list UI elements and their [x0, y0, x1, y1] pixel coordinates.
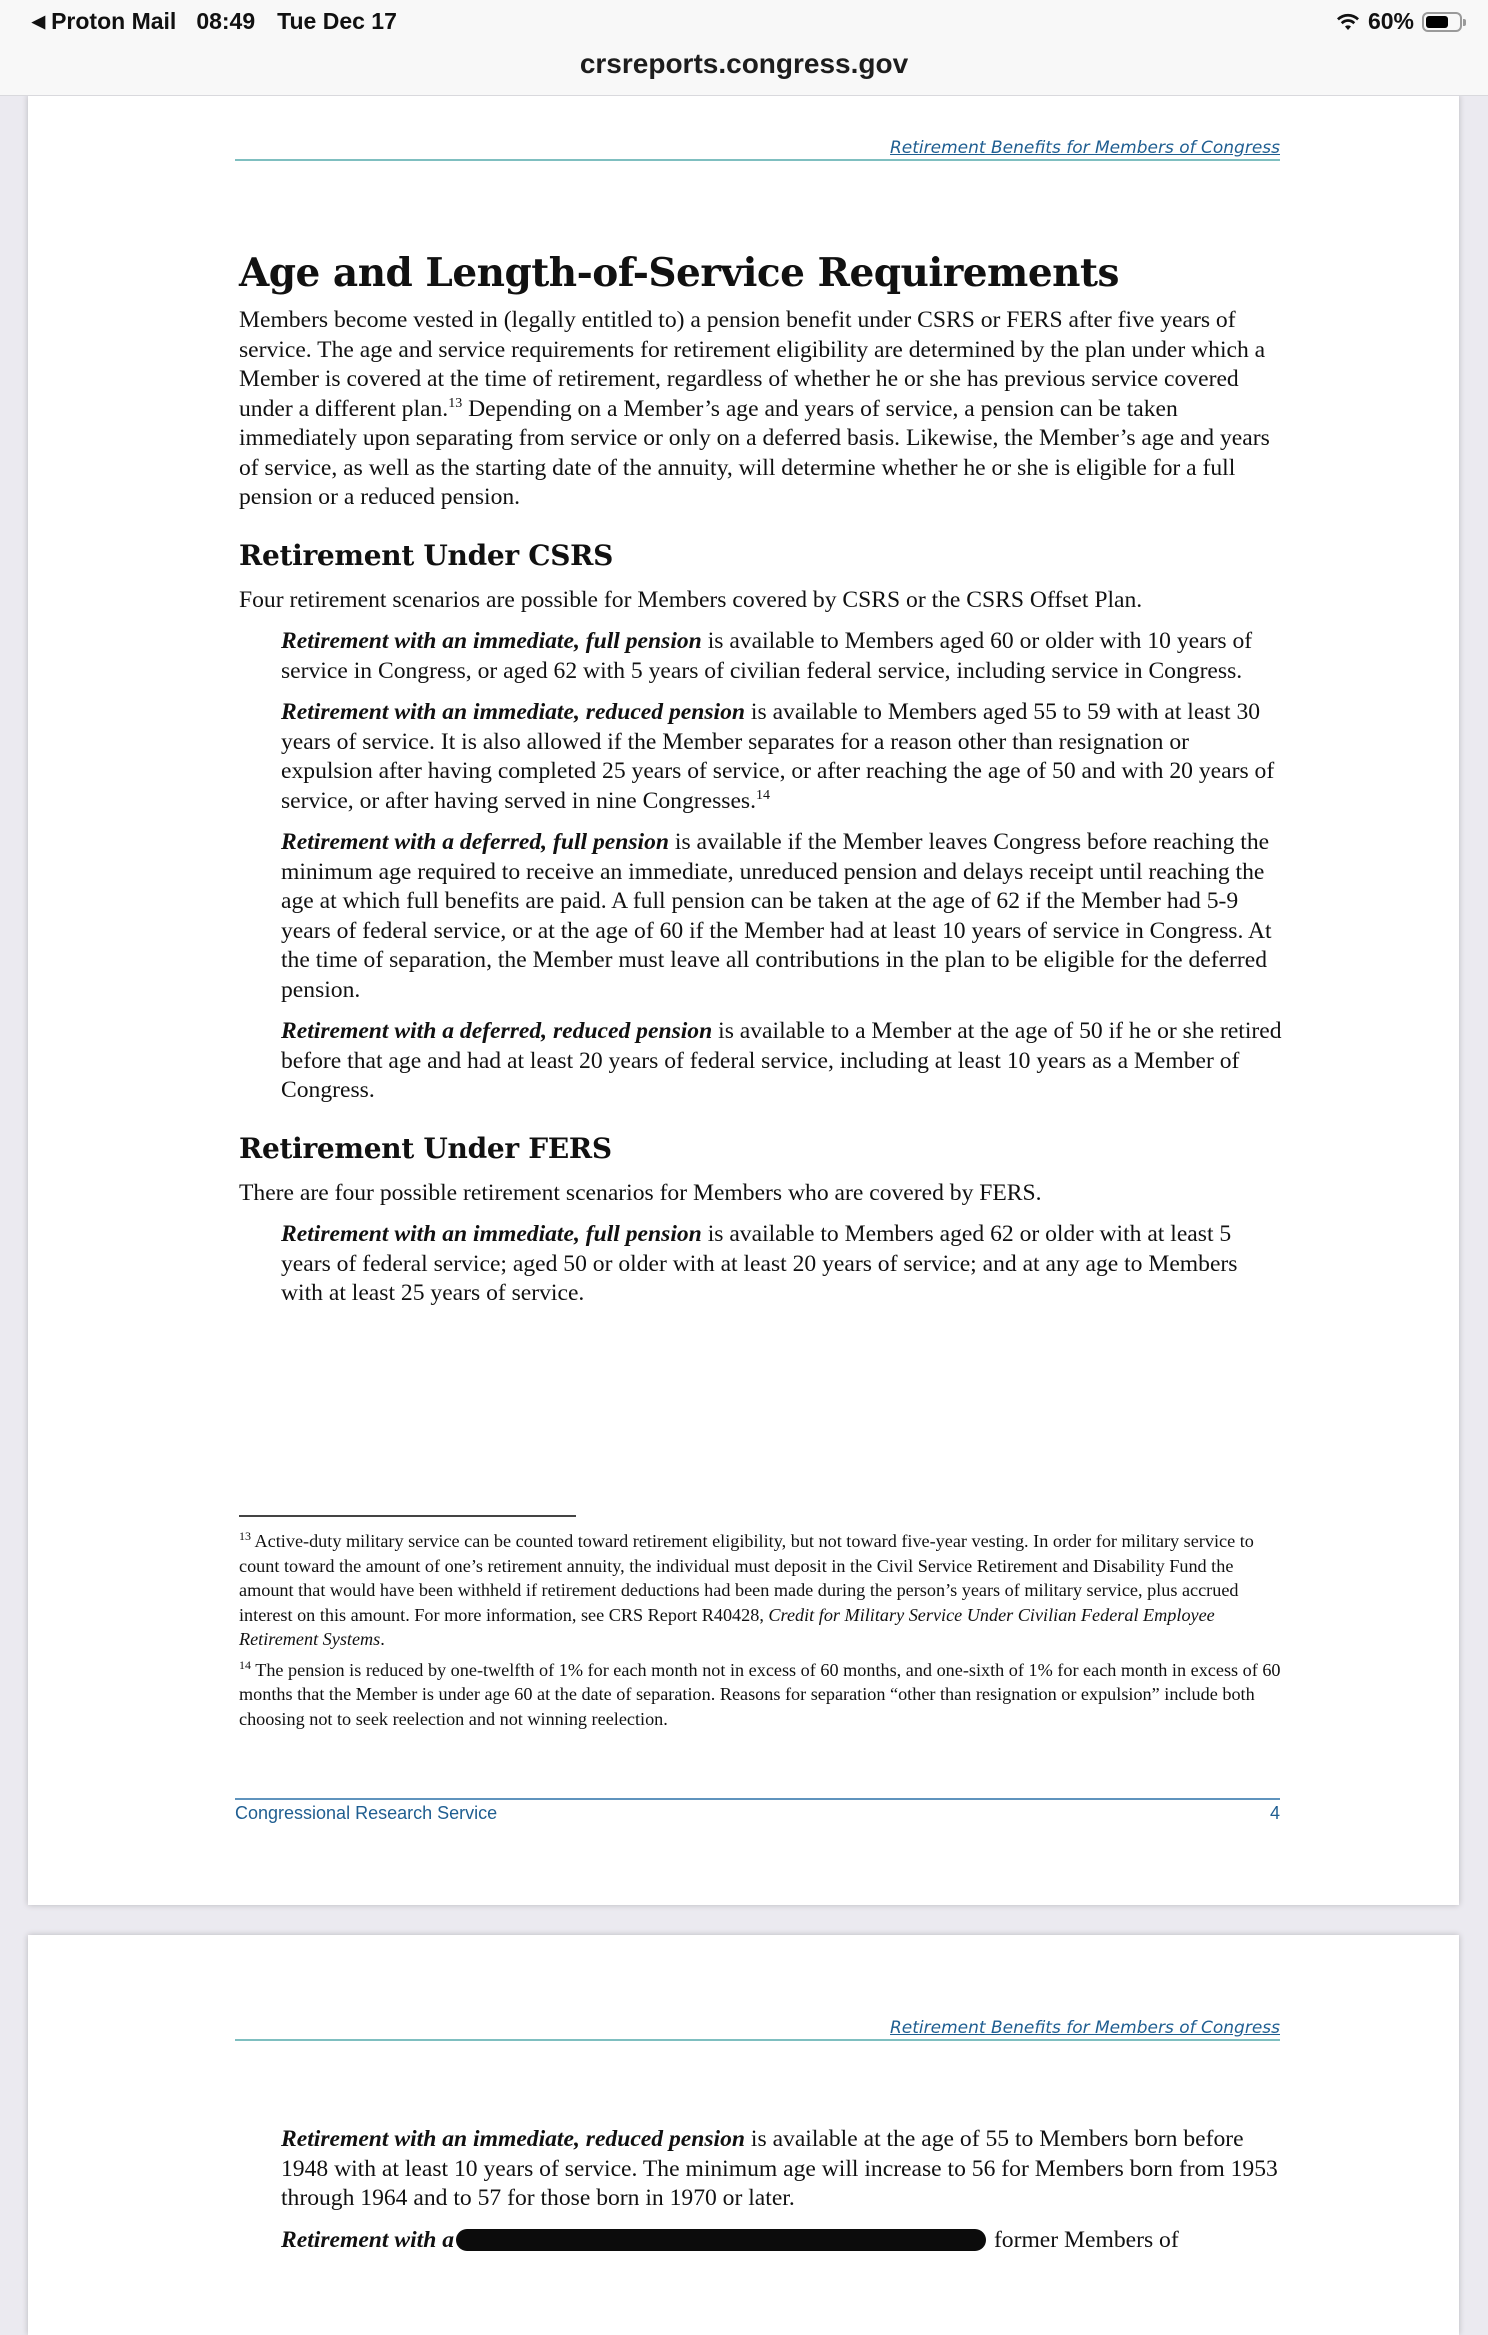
page-body [239, 250, 1284, 1309]
running-footer [235, 1798, 1280, 1824]
running-header [235, 2018, 1280, 2041]
battery-percent: 60% [1367, 8, 1414, 34]
redaction-mark [456, 2229, 986, 2251]
url-bar[interactable]: crsreports.congress.gov [579, 48, 909, 79]
csrs-item-immediate-full: Retirement with an immediate, full pension is available to Members aged 60 or older with 10 years of service in Congress, or aged 62 with 5 years of civilian federal service, including service in Congress. [281, 628, 1253, 684]
fers-heading: Retirement Under FERS [239, 1131, 612, 1165]
section-title: Age and Length-of-Service Requirements [239, 250, 1119, 296]
wifi-icon [1336, 13, 1360, 31]
fers-item-immediate-full: Retirement with an immediate, full pension is available to Members aged 62 or older with at least 5 years of federal service; aged 50 or older with at least 20 years of service; and at any age to Members with at least 25 years of service. [281, 1221, 1238, 1306]
csrs-intro: Four retirement scenarios are possible for Members covered by CSRS or the CSRS Offset Plan. [239, 586, 1143, 613]
footnote-13: $^{13}$ Active-duty military service can be counted toward retirement eligibility, but not toward five-year vesting. In order for military service to count toward the amount of one’s retirement annuity, the individual must deposit in the Civil Service Retirement and Disability Fund the amount that would have been withheld if retirement deductions had been made during the person’s years of military service, plus accrued interest on this amount. For more information, see CRS Report R40428, Credit for Military Service Under Civilian Federal Employee Retirement Systems. [239, 1529, 1254, 1649]
footnote-ref-14[interactable]: 14 [756, 787, 770, 803]
back-arrow-icon[interactable]: ◀ [32, 11, 46, 31]
fers-intro: There are four possible retirement scenarios for Members who are covered by FERS. [239, 1179, 1042, 1206]
status-date: Tue Dec 17 [277, 8, 397, 34]
pdf-page-5 [28, 1935, 1459, 2335]
pdf-page-4 [28, 95, 1459, 1905]
browser-top-bar [0, 0, 1488, 96]
footnotes [239, 1515, 1284, 1731]
fers-item-immediate-reduced: Retirement with an immediate, reduced pension is available at the age of 55 to Members born before 1948 with at least 10 years of service. The minimum age will increase to 56 for Members born from 1953 through 1964 and to 57 for those born in 1970 or later. [281, 2126, 1278, 2211]
intro-paragraph: Members become vested in (legally entitled to) a pension benefit under CSRS or FERS after five years of service. The age and service requirements for retirement eligibility are determined by the plan under which a Member is covered at the time of retirement, regardless of whether he or she has previous service covered under a different plan.$^{13}$ Depending on a Member’s age and years of service, a pension can be taken immediately upon separating from service or only on a deferred basis. Likewise, the Member’s age and years of service, as well as the starting date of the annuity, will determine whether he or she is eligible for a full pension or a reduced pension. [239, 307, 1270, 510]
footnote-ref-13[interactable]: 13 [448, 395, 463, 411]
running-header-title[interactable]: Retirement Benefits for Members of Congress [890, 2018, 1280, 2038]
footnote-14: $^{14}$ The pension is reduced by one-twelfth of 1% for each month not in excess of 60 months, and one-sixth of 1% for each month in excess of 60 months that the Member is under age 60 at the date of separation. Reasons for separation “other than resignation or expulsion” include both choosing not to seek reelection and not winning reelection. [239, 1657, 1281, 1729]
csrs-item-deferred-full: Retirement with a deferred, full pension is available if the Member leaves Congress before reaching the minimum age required to receive an immediate, unreduced pension and delays receipt until reaching the age at which full benefits are paid. A full pension can be taken at the age of 62 if the Member had 5-9 years of federal service, or at the age of 60 if the Member had at least 10 years of service in Congress. At the time of separation, the Member must leave all contributions in the plan to be eligible for the deferred pension. [281, 829, 1272, 1003]
fers-item-deferred-full: Retirement with a former Members of [281, 2226, 1179, 2253]
csrs-item-deferred-reduced: Retirement with a deferred, reduced pension is available to a Member at the age of 50 if he or she retired before that age and had at least 20 years of federal service, including at least 10 years as a Member of Congress. [281, 1018, 1282, 1103]
csrs-item-immediate-reduced: Retirement with an immediate, reduced pension is available to Members aged 55 to 59 with at least 30 years of service. It is also allowed if the Member separates for a reason other than resignation or expulsion after having completed 25 years of service, or after reaching the age of 50 and with 20 years of service, or after having served in nine Congresses.$^{14}$ [281, 699, 1275, 814]
status-time: 08:49 [196, 8, 256, 34]
back-to-app-link[interactable]: Proton Mail [51, 8, 177, 34]
csrs-heading: Retirement Under CSRS [239, 538, 614, 572]
running-header-title[interactable]: Retirement Benefits for Members of Congress [890, 138, 1280, 158]
running-header [235, 138, 1280, 161]
battery-icon [1422, 12, 1462, 32]
status-bar-right [1336, 8, 1462, 35]
footnote-separator [239, 1515, 576, 1517]
page-body [239, 2125, 1284, 2255]
status-bar-left [32, 8, 397, 35]
footer-org: Congressional Research Service [235, 1803, 498, 1823]
page-number: 4 [1269, 1803, 1280, 1823]
